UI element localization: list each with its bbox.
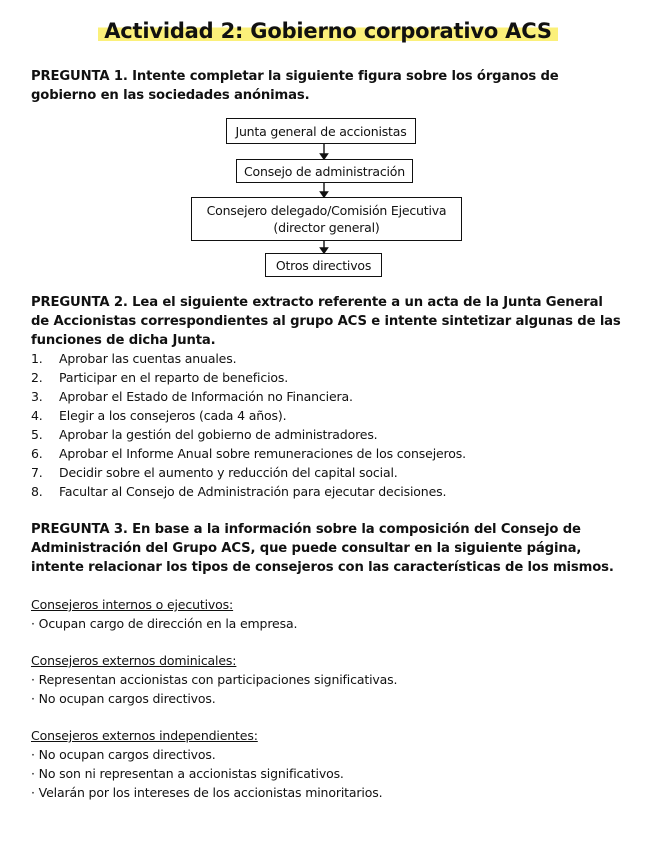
list-item-number: 1. (31, 351, 43, 366)
list-item-number: 3. (31, 389, 43, 404)
list-item: · Velarán por los intereses de los accionistas minoritarios. (31, 785, 383, 800)
box-otros-directivos (265, 253, 382, 277)
list-item-number: 2. (31, 370, 43, 385)
list-item-number: 6. (31, 446, 43, 461)
box-consejero-delegado-line2: (director general) (273, 220, 380, 235)
list-item-text: Aprobar el Estado de Información no Financiera. (59, 389, 353, 404)
pregunta-2: PREGUNTA 2. Lea el siguiente extracto referente a un acta de la Junta General de Accionistas correspondientes al grupo ACS e intente sintetizar algunas de las funciones de dicha Junta. (31, 295, 621, 348)
list-item-text: Elegir a los consejeros (cada 4 años). (59, 408, 287, 423)
list-item: · Ocupan cargo de dirección en la empresa. (31, 616, 298, 631)
list-item (31, 406, 466, 425)
list-item-number: 5. (31, 427, 43, 442)
list-item-text: Aprobar el Informe Anual sobre remuneraciones de los consejeros. (59, 446, 466, 461)
list-item (31, 425, 466, 444)
pregunta-3: PREGUNTA 3. En base a la información sobre la composición del Consejo de Administración del Grupo ACS, que puede consultar en la siguiente página, intente relacionar los tipos de consejeros con las características de los mismos. (31, 522, 614, 575)
list-item-text: Decidir sobre el aumento y reducción del capital social. (59, 465, 398, 480)
list-item-text: Aprobar la gestión del gobierno de administradores. (59, 427, 378, 442)
list-item-text: Participar en el reparto de beneficios. (59, 370, 289, 385)
list-item (31, 368, 466, 387)
box-junta-general (226, 118, 416, 144)
title-wrap (0, 17, 656, 45)
list-item (31, 444, 466, 463)
list-item (31, 463, 466, 482)
box-otros-directivos-label: Otros directivos (275, 258, 372, 273)
list-item: · Representan accionistas con participaciones significativas. (31, 672, 398, 687)
page-title: Actividad 2: Gobierno corporativo ACS (98, 17, 558, 45)
list-item (31, 482, 466, 501)
consejeros-dominicales-section (31, 652, 621, 708)
consejeros-independientes-heading: Consejeros externos independientes: (31, 728, 258, 743)
box-consejero-delegado (191, 197, 462, 241)
box-consejero-delegado-line1: Consejero delegado/Comisión Ejecutiva (206, 203, 447, 218)
box-consejo-administracion-label: Consejo de administración (244, 164, 405, 179)
consejeros-internos-heading: Consejeros internos o ejecutivos: (31, 597, 234, 612)
list-item: · No son ni representan a accionistas significativos. (31, 766, 344, 781)
list-item: · No ocupan cargos directivos. (31, 691, 216, 706)
pregunta-1: PREGUNTA 1. Intente completar la siguiente figura sobre los órganos de gobierno en las sociedades anónimas. (31, 69, 559, 103)
consejeros-internos-section (31, 596, 621, 633)
list-item (31, 387, 466, 406)
list-item-text: Facultar al Consejo de Administración para ejecutar decisiones. (59, 484, 447, 499)
list-item (31, 349, 466, 368)
box-junta-general-label: Junta general de accionistas (235, 124, 407, 139)
consejeros-independientes-section (31, 727, 621, 802)
list-item-number: 7. (31, 465, 43, 480)
consejeros-dominicales-heading: Consejeros externos dominicales: (31, 653, 237, 668)
list-item-number: 4. (31, 408, 43, 423)
funciones-list (31, 349, 466, 501)
list-item-text: Aprobar las cuentas anuales. (59, 351, 237, 366)
box-consejo-administracion (236, 159, 413, 183)
list-item-number: 8. (31, 484, 43, 499)
list-item: · No ocupan cargos directivos. (31, 747, 216, 762)
